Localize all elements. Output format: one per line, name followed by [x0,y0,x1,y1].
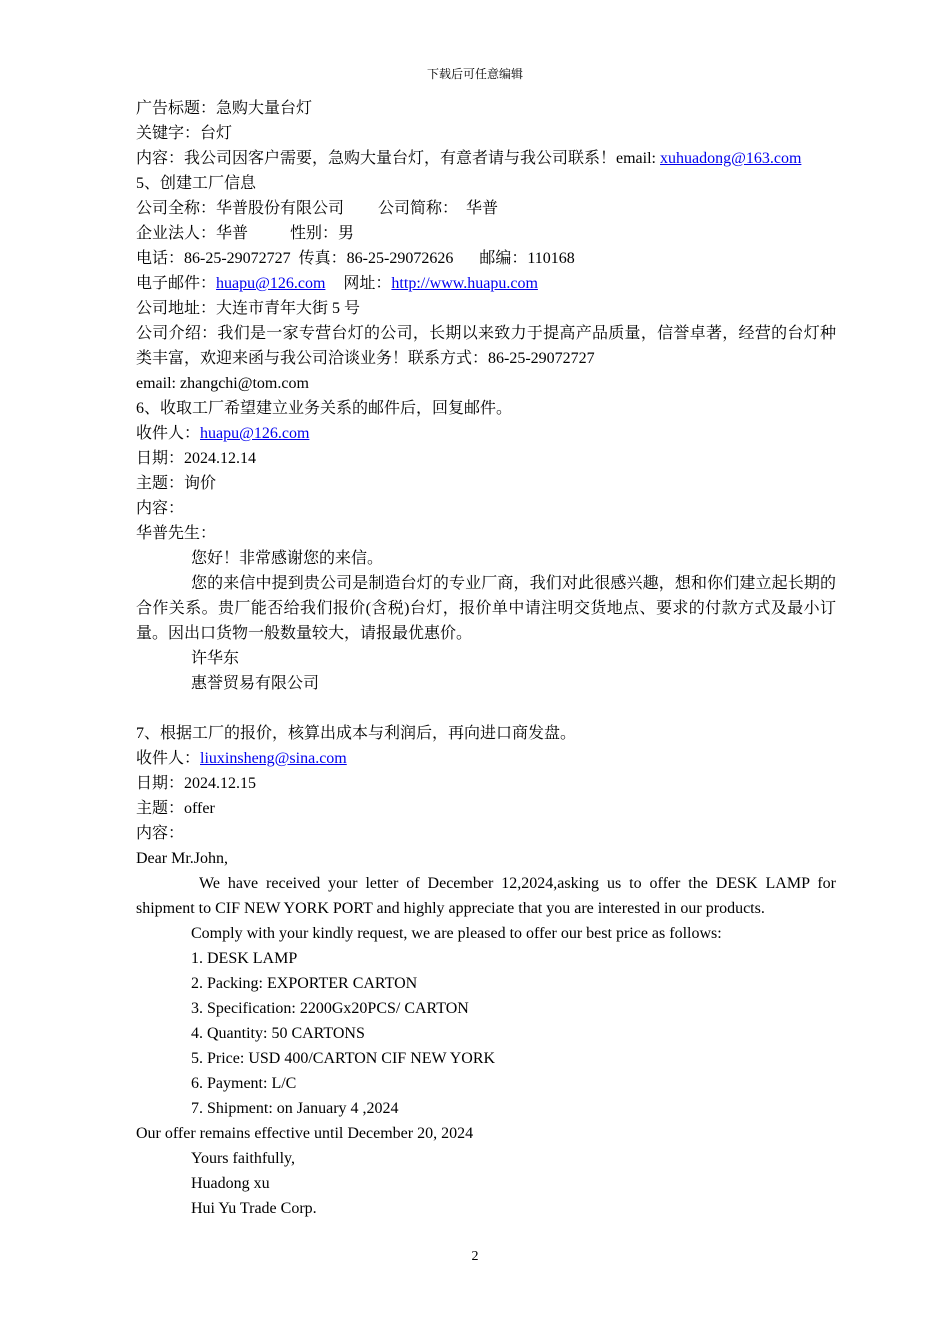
company-short-name: 公司简称： 华普 [378,200,499,217]
ad-content-text: 内容：我公司因客户需要，急购大量台灯，有意者请与我公司联系！email: [136,150,660,167]
offer-date: 日期：2024.12.15 [136,775,257,792]
offer-item: 1. DESK LAMP [191,950,298,967]
offer-salutation: Dear Mr.John, [136,850,228,867]
recipient-label: 收件人： [136,425,201,442]
offer-subject: 主题：offer [136,800,215,817]
reply-body: 您的来信中提到贵公司是制造台灯的专业厂商，我们对此很感兴趣，想和你们建立起长期的合作关系。贵厂能否给我们报价(含税)台灯，报价单中请注明交货地点、要求的付款方式及最小订量。因出口货物一般数量较大，请报最优惠价。 [136,575,836,642]
spacer [136,696,836,721]
offer-para-2: Comply with your kindly request, we are pleased to offer our best price as follows: [191,925,722,942]
postcode: 邮编：110168 [479,250,575,267]
reply-recipient [136,421,836,446]
offer-recipient-link[interactable]: liuxinsheng@sina.com [200,750,347,767]
offer-item: 7. Shipment: on January 4 ,2024 [191,1100,399,1117]
factory-website-link[interactable]: http://www.huapu.com [391,275,538,292]
offer-recipient [136,746,836,771]
reply-signer: 许华东 [191,650,240,667]
reply-recipient-link[interactable]: huapu@126.com [200,425,310,442]
document-body [136,96,836,1221]
ad-title: 广告标题：急购大量台灯 [136,100,313,117]
contact-numbers [136,246,836,271]
ad-email-link[interactable]: xuhuadong@163.com [660,150,802,167]
reply-date: 日期：2024.12.14 [136,450,257,467]
offer-validity: Our offer remains effective until December 20, 2024 [136,1125,474,1142]
offer-closing: Yours faithfully, [191,1150,296,1167]
reply-content-label: 内容： [136,500,185,517]
reply-subject: 主题：询价 [136,475,217,492]
page-header: 下载后可任意编辑 [426,67,523,81]
offer-item: 6. Payment: L/C [191,1075,297,1092]
company-full-name: 公司全称：华普股份有限公司 [136,200,345,217]
ad-content [136,146,836,171]
offer-item: 5. Price: USD 400/CARTON CIF NEW YORK [191,1050,496,1067]
legal-info [136,221,836,246]
offer-item: 2. Packing: EXPORTER CARTON [191,975,418,992]
fax: 传真：86-25-29072626 [298,250,454,267]
website-label: 网址： [343,275,392,292]
offer-content-label: 内容： [136,825,185,842]
email-label: 电子邮件： [136,275,217,292]
company-address: 公司地址：大连市青年大街 5 号 [136,300,361,317]
legal-person: 企业法人：华普 [136,225,249,242]
ad-keyword: 关键字：台灯 [136,125,233,142]
recipient-label: 收件人： [136,750,201,767]
company-intro-email: email: zhangchi@tom.com [136,375,309,392]
offer-company: Hui Yu Trade Corp. [191,1200,317,1217]
company-names [136,196,836,221]
offer-para-1: We have received your letter of December 12,2024,asking us to offer the DESK LAMP for shipment to CIF NEW YORK PORT and highly appreciate that you are interested in our products. [136,875,836,917]
reply-greeting: 您好！非常感谢您的来信。 [191,550,384,567]
reply-company: 惠誉贸易有限公司 [191,675,320,692]
email-website [136,271,836,296]
offer-signer: Huadong xu [191,1175,270,1192]
section6-heading: 6、收取工厂希望建立业务关系的邮件后，回复邮件。 [136,400,513,417]
phone: 电话：86-25-29072727 [136,250,291,267]
offer-item: 3. Specification: 2200Gx20PCS/ CARTON [191,1000,469,1017]
section5-heading: 5、创建工厂信息 [136,175,257,192]
company-intro: 公司介绍：我们是一家专营台灯的公司，长期以来致力于提高产品质量，信誉卓著，经营的台灯种类丰富，欢迎来函与我公司洽谈业务！联系方式：86-25-29072727 [136,325,836,367]
factory-email-link[interactable]: huapu@126.com [216,275,326,292]
section7-heading: 7、根据工厂的报价，核算出成本与利润后，再向进口商发盘。 [136,725,577,742]
gender: 性别：男 [290,225,355,242]
reply-salutation: 华普先生： [136,525,217,542]
offer-item: 4. Quantity: 50 CARTONS [191,1025,365,1042]
page-number: 2 [471,1249,479,1264]
